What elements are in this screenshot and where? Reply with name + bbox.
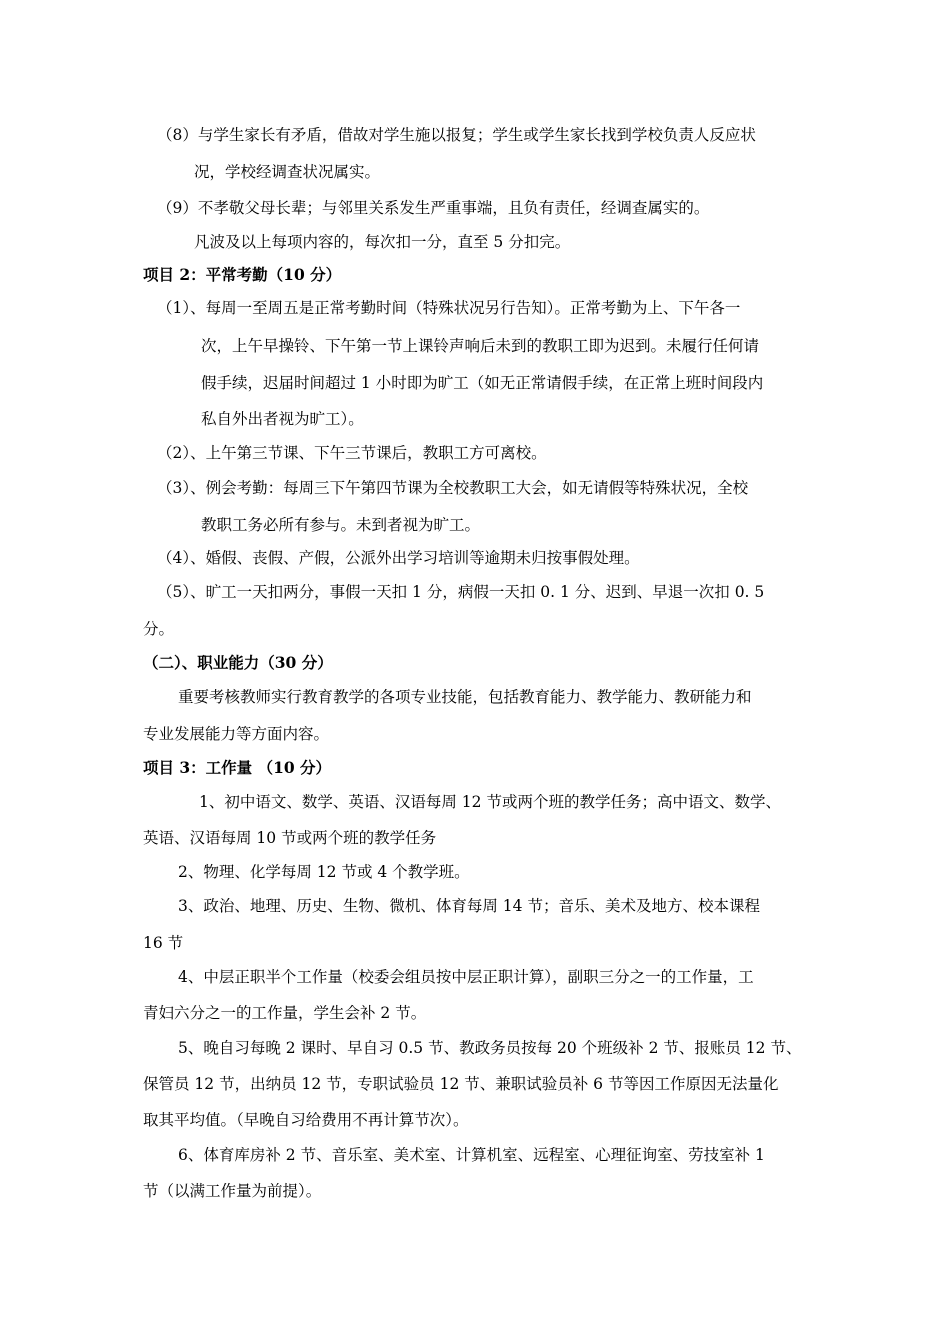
- text-line-item8-b: 况，学校经调查状况属实。: [194, 163, 381, 181]
- text-line-att4: （4）、婚假、丧假、产假，公派外出学习培训等逾期未归按事假处理。: [157, 549, 640, 567]
- text-line-work5-a: 5、晚自习每晚 2 课时、早自习 0.5 节、教政务员按每 20 个班级补 2 节、报账员 12 节、: [178, 1039, 802, 1057]
- text-line-work5-b: 保管员 12 节，出纳员 12 节，专职试验员 12 节、兼职试验员补 6 节等因工作原因无法量化: [143, 1075, 779, 1093]
- text-line-work1-a: 1、初中语文、数学、英语、汉语每周 12 节或两个班的教学任务；高中语文、数学、: [199, 793, 781, 811]
- text-line-att3-b: 教职工务必所有参与。未到者视为旷工。: [201, 516, 481, 534]
- text-line-att5-a: （5）、旷工一天扣两分，事假一天扣 1 分，病假一天扣 0. 1 分、迟到、早退一次扣 0. 5: [157, 583, 765, 601]
- text-line-att1-d: 私自外出者视为旷工）。: [201, 410, 364, 428]
- text-line-att1-c: 假手续，迟届时间超过 1 小时即为旷工（如无正常请假手续，在正常上班时间段内: [201, 374, 764, 392]
- text-line-work3-b: 16 节: [143, 934, 184, 952]
- text-line-work4-a: 4、中层正职半个工作量（校委会组员按中层正职计算），副职三分之一的工作量，工: [178, 968, 754, 986]
- text-line-item9: （9）不孝敬父母长辈；与邻里关系发生严重事端，且负有责任，经调查属实的。: [157, 199, 710, 217]
- text-line-work6-a: 6、体育库房补 2 节、音乐室、美术室、计算机室、远程室、心理征询室、劳技室补 1: [178, 1146, 765, 1164]
- text-line-ability-a: 重要考核教师实行教育教学的各项专业技能，包括教育能力、教学能力、教研能力和: [178, 688, 752, 706]
- text-line-deduction-rule: 凡波及以上每项内容的，每次扣一分，直至 5 分扣完。: [194, 233, 571, 251]
- text-line-att3-a: （3）、例会考勤：每周三下午第四节课为全校教职工大会，如无请假等特殊状况，全校: [157, 479, 749, 497]
- text-line-work2: 2、物理、化学每周 12 节或 4 个教学班。: [178, 863, 470, 881]
- text-line-att1-b: 次，上午早操铃、下午第一节上课铃声响后未到的教职工即为迟到。未履行任何请: [201, 337, 760, 355]
- text-line-work3-a: 3、政治、地理、历史、生物、微机、体育每周 14 节；音乐、美术及地方、校本课程: [178, 897, 760, 915]
- section-heading-ability: （二）、职业能力（30 分）: [143, 653, 333, 672]
- text-line-work1-b: 英语、汉语每周 10 节或两个班的教学任务: [143, 829, 437, 847]
- section-heading-workload: 项目 3：工作量 （10 分）: [143, 758, 332, 777]
- text-line-work4-b: 青妇六分之一的工作量，学生会补 2 节。: [143, 1004, 427, 1022]
- text-line-work5-c: 取其平均值。（早晚自习给费用不再计算节次）。: [143, 1111, 469, 1129]
- text-line-ability-b: 专业发展能力等方面内容。: [143, 725, 330, 743]
- text-line-att2: （2）、上午第三节课、下午三节课后，教职工方可离校。: [157, 444, 547, 462]
- text-line-att1-a: （1）、每周一至周五是正常考勤时间（特殊状况另行告知）。正常考勤为上、下午各一: [157, 299, 741, 317]
- section-heading-attendance: 项目 2：平常考勤（10 分）: [143, 265, 342, 284]
- text-line-work6-b: 节（以满工作量为前提）。: [143, 1182, 322, 1200]
- text-line-item8-a: （8）与学生家长有矛盾，借故对学生施以报复；学生或学生家长找到学校负责人反应状: [157, 126, 756, 144]
- text-line-att5-b: 分。: [143, 620, 175, 638]
